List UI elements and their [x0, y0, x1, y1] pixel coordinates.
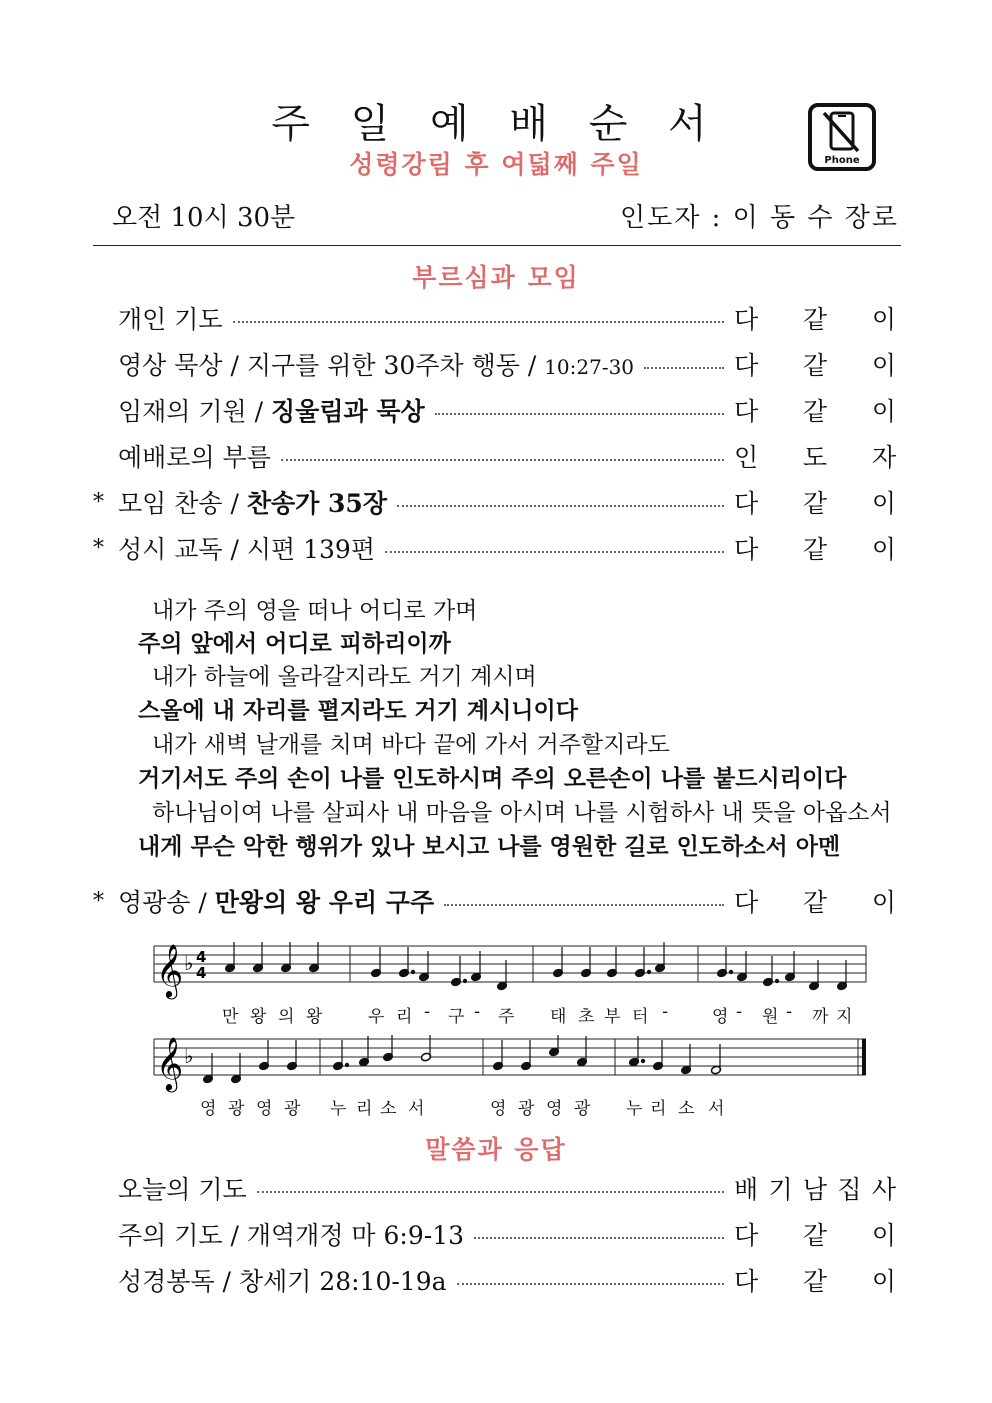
- lyric-syllable: 왕: [250, 1007, 267, 1027]
- lyric-syllable: 누: [626, 1099, 643, 1119]
- order-item-title: 모임 찬송 / 찬송가 35장: [118, 489, 387, 518]
- lyric-syllable: 광: [228, 1099, 245, 1119]
- dot-leader: [397, 505, 724, 507]
- order-item-person: 다 같 이: [734, 489, 896, 518]
- order-item-person: 다 같 이: [734, 351, 896, 380]
- lyric-syllable: -: [424, 1002, 431, 1022]
- lyric-syllable: 의: [278, 1007, 295, 1027]
- section-title-gathering: 부르심과 모임: [412, 263, 580, 292]
- lyric-syllable: 초: [578, 1007, 595, 1027]
- lyric-syllable: -: [786, 1002, 793, 1022]
- lyric-syllable: 누: [330, 1099, 347, 1119]
- order-item-title: 개인 기도: [118, 305, 223, 334]
- lyric-syllable: 리: [356, 1099, 373, 1119]
- lyric-syllable: 터: [632, 1007, 649, 1027]
- lyric-syllable: 영: [712, 1007, 729, 1027]
- lyric-syllable: 서: [708, 1099, 725, 1119]
- page-title: 주 일 예 배 순 서: [271, 101, 721, 147]
- lyric-syllable: 광: [284, 1099, 301, 1119]
- svg-text:♭: ♭: [184, 1044, 194, 1068]
- order-item: [118, 1216, 896, 1252]
- lyric-syllable: -: [474, 1002, 481, 1022]
- dot-leader: [457, 1283, 724, 1285]
- order-item: [118, 1262, 896, 1298]
- standing-mark: *: [93, 489, 104, 515]
- svg-text:♭: ♭: [184, 951, 194, 975]
- lyric-syllable: 원: [762, 1007, 779, 1027]
- dot-leader: [644, 367, 724, 369]
- order-item-title: 주의 기도 / 개역개정 마 6:9-13: [118, 1221, 465, 1250]
- phone-label: Phone: [824, 155, 860, 166]
- lyric-syllable: 영: [256, 1099, 273, 1119]
- dot-leader: [257, 1191, 724, 1193]
- lyric-syllable: 왕: [306, 1007, 323, 1027]
- psalm-leader-line: 내가 새벽 날개를 치며 바다 끝에 가서 거주할지라도: [152, 732, 670, 758]
- treble-clef-icon: 𝄞: [156, 1036, 184, 1090]
- lyric-syllable: 광: [518, 1099, 535, 1119]
- no-phone-icon: [808, 103, 876, 171]
- order-item-person: 다 같 이: [734, 397, 896, 426]
- lyric-syllable: 리: [650, 1099, 667, 1119]
- lyric-syllable: 리: [396, 1007, 413, 1027]
- svg-text:4: 4: [196, 948, 207, 966]
- psalm-leader-line: 내가 주의 영을 떠나 어디로 가며: [152, 598, 478, 624]
- order-item-person: 배 기 남 집 사: [734, 1175, 896, 1204]
- service-time: 오전 10시 30분: [112, 203, 296, 233]
- order-item-title: 오늘의 기도: [118, 1175, 247, 1204]
- lyric-syllable: 소: [678, 1099, 695, 1119]
- order-item-title: 임재의 기원 / 징울림과 묵상: [118, 397, 425, 426]
- svg-text:4: 4: [196, 964, 207, 982]
- lyric-syllable: -: [736, 1002, 743, 1022]
- order-item-person: 다 같 이: [734, 1267, 896, 1296]
- lyric-syllable: -: [662, 1002, 669, 1022]
- section-title-word: 말씀과 응답: [425, 1135, 567, 1164]
- treble-clef-icon: 𝄞: [156, 943, 184, 997]
- lyric-syllable: 서: [408, 1099, 425, 1119]
- lyric-syllable: 영: [200, 1099, 217, 1119]
- dot-leader: [474, 1237, 724, 1239]
- order-item: [118, 346, 896, 382]
- order-item-person: 인 도 자: [734, 443, 896, 472]
- lyric-syllable: 영: [546, 1099, 563, 1119]
- order-item-title: 성시 교독 / 시편 139편: [118, 535, 375, 564]
- order-item: [118, 392, 896, 428]
- standing-mark: *: [93, 888, 104, 914]
- header-divider: [93, 245, 901, 246]
- order-item-person: 다 같 이: [734, 305, 896, 334]
- lyric-syllable: 우: [368, 1007, 385, 1027]
- dot-leader: [435, 413, 724, 415]
- dot-leader: [233, 321, 724, 323]
- lyrics-line-2: [150, 1094, 870, 1118]
- order-item-title: 예배로의 부름: [118, 443, 271, 472]
- standing-mark: *: [93, 535, 104, 561]
- order-item-person: 다 같 이: [734, 888, 896, 917]
- order-item: [93, 883, 896, 919]
- lyric-syllable: 구: [448, 1007, 465, 1027]
- lyric-syllable: 영: [490, 1099, 507, 1119]
- order-item-person: 다 같 이: [734, 1221, 896, 1250]
- psalm-response-line: 내게 무슨 악한 행위가 있나 보시고 나를 영원한 길로 인도하소서 아멘: [138, 834, 841, 860]
- psalm-leader-line: 하나님이여 나를 살피사 내 마음을 아시며 나를 시험하사 내 뜻을 아옵소서: [152, 800, 892, 826]
- lyrics-line-1: [150, 1002, 870, 1026]
- lyric-syllable: 태: [550, 1007, 567, 1027]
- order-item-title: 영상 묵상 / 지구를 위한 30주차 행동 / 10:27-30: [118, 351, 635, 380]
- order-item: [93, 530, 896, 566]
- service-leader: 인도자 : 이 동 수 장로: [620, 203, 900, 233]
- order-item: [118, 300, 896, 336]
- order-item-title: 성경봉독 / 창세기 28:10-19a: [118, 1267, 447, 1296]
- order-item: [118, 1170, 896, 1206]
- page-subtitle: 성령강림 후 여덟째 주일: [349, 150, 643, 179]
- lyric-syllable: 주: [498, 1007, 515, 1027]
- order-item: [118, 438, 896, 474]
- lyric-syllable: 소: [380, 1099, 397, 1119]
- psalm-response-line: 스올에 내 자리를 펼지라도 거기 계시니이다: [138, 698, 578, 724]
- lyric-syllable: 지: [836, 1007, 853, 1027]
- lyric-syllable: 부: [604, 1007, 621, 1027]
- order-item: [93, 484, 896, 520]
- order-item-person: 다 같 이: [734, 535, 896, 564]
- dot-leader: [444, 904, 724, 906]
- order-item-title: 영광송 / 만왕의 왕 우리 구주: [118, 888, 435, 917]
- dot-leader: [281, 459, 724, 461]
- dot-leader: [385, 551, 724, 553]
- psalm-response-line: 거기서도 주의 손이 나를 인도하시며 주의 오른손이 나를 붙드시리이다: [138, 766, 847, 792]
- lyric-syllable: 만: [222, 1007, 239, 1027]
- psalm-response-line: 주의 앞에서 어디로 피하리이까: [138, 631, 451, 657]
- lyric-syllable: 까: [812, 1007, 829, 1027]
- lyric-syllable: 광: [574, 1099, 591, 1119]
- psalm-leader-line: 내가 하늘에 올라갈지라도 거기 계시며: [152, 664, 537, 690]
